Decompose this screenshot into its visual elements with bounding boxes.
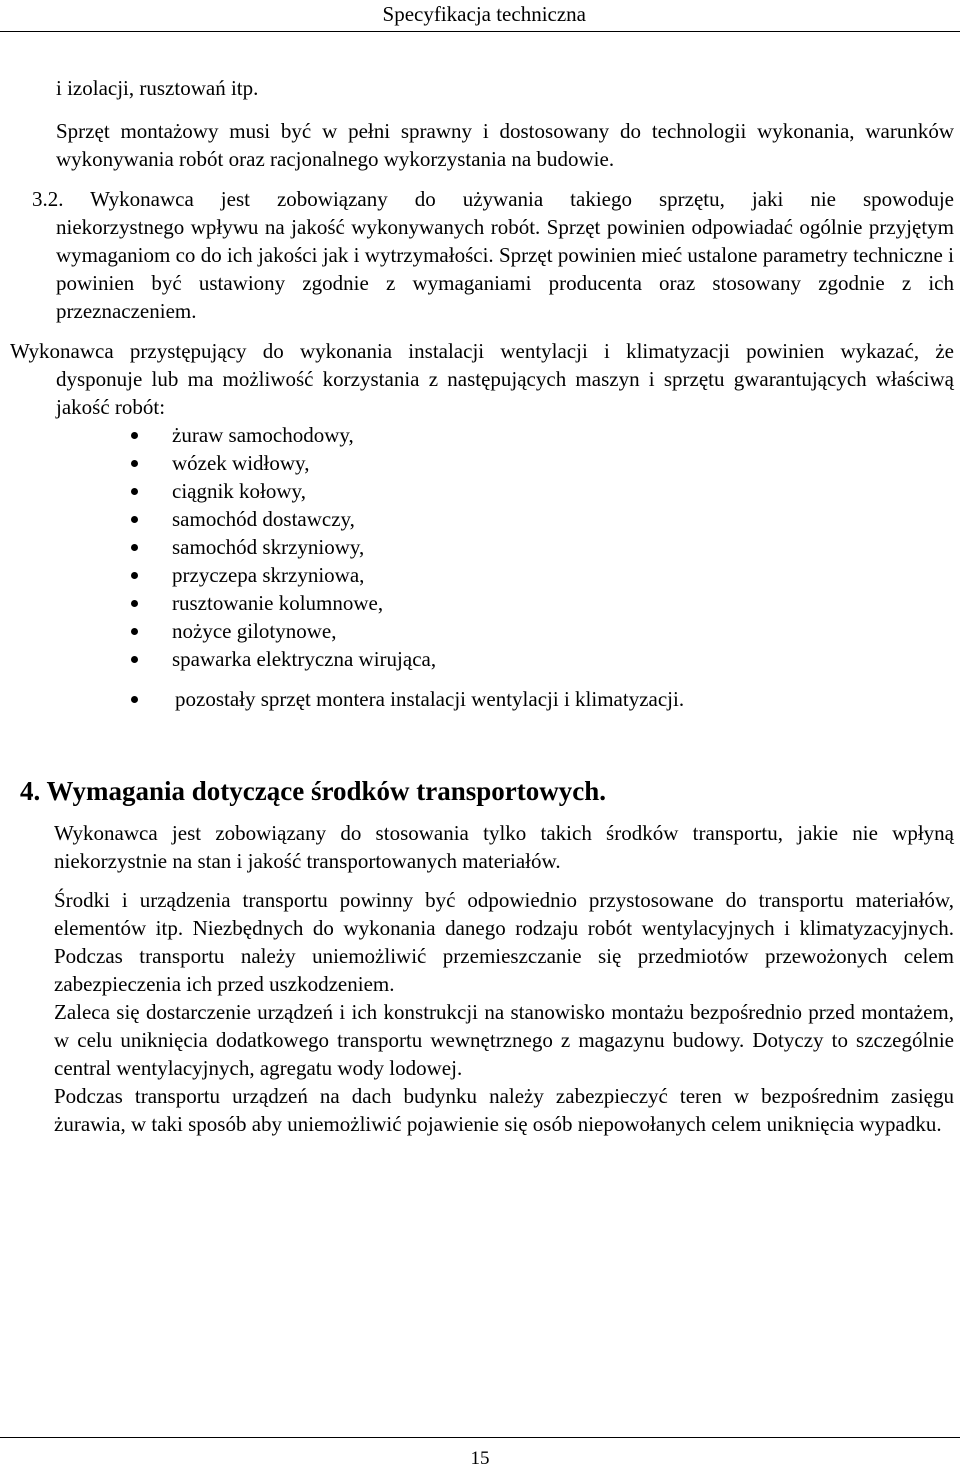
header-divider xyxy=(0,31,960,32)
bullet-icon xyxy=(131,460,138,467)
list-item-label: spawarka elektryczna wirująca, xyxy=(172,647,437,671)
page-header xyxy=(0,0,960,34)
page-number: 15 xyxy=(470,1448,490,1469)
paragraph-section4-2: Środki i urządzenia transportu powinny być odpowiednio przystosowane do transportu materiałów, elementów itp. Niezbędnych do wykonania danego rodzaju robót wentylacyjnych i klimatyzacyjnych. Podczas transportu należy uniemożliwić przemieszczanie się przedmiotów przewożonych celem zabezpieczenia ich przed uszkodzeniem. xyxy=(54,888,954,996)
paragraph-wykonawca-first-line: Wykonawca przystępujący do wykonania instalacji wentylacji i klimatyzacji powinien wykazać, że xyxy=(10,339,954,363)
list-item xyxy=(127,685,827,713)
equipment-list xyxy=(127,421,827,713)
list-item-label: przyczepa skrzyniowa, xyxy=(172,563,365,587)
bullet-icon xyxy=(131,516,138,523)
list-item xyxy=(127,505,827,533)
list-item-label: rusztowanie kolumnowe, xyxy=(172,591,384,615)
bullet-icon xyxy=(131,488,138,495)
list-item xyxy=(127,449,827,477)
bullet-icon xyxy=(131,600,138,607)
paragraph-3-2-first-line: 3.2. Wykonawca jest zobowiązany do używania takiego sprzętu, jaki nie spowoduje xyxy=(32,187,954,211)
paragraph-sprzet-montazowy: Sprzęt montażowy musi być w pełni sprawny i dostosowany do technologii wykonania, warunków wykonywania robót oraz racjonalnego wykorzystania na budowie. xyxy=(56,119,954,171)
list-item xyxy=(127,421,827,449)
document-title: Specyfikacja techniczna xyxy=(382,2,586,26)
bullet-icon xyxy=(131,432,138,439)
bullet-icon xyxy=(131,544,138,551)
paragraph-3-2-body: niekorzystnego wpływu na jakość wykonywanych robót. Sprzęt powinien odpowiadać ogólnie przyjętym wymaganiom co do ich jakości jak i wytrzymałości. Sprzęt powinien mieć ustalone parametry techniczne i powinien być ustawiony zgodnie z wymaganiami producenta oraz stosowany zgodnie z ich przeznaczeniem. xyxy=(56,215,954,323)
bullet-icon xyxy=(131,696,138,703)
list-item-label: samochód skrzyniowy, xyxy=(172,535,365,559)
list-item-label: samochód dostawczy, xyxy=(172,507,355,531)
list-item xyxy=(127,589,827,617)
list-item-label: wózek widłowy, xyxy=(172,451,310,475)
paragraph-section4-1: Wykonawca jest zobowiązany do stosowania tylko takich środków transportu, jakie nie wpłyną niekorzystnie na stan i jakość transportowanych materiałów. xyxy=(54,821,954,873)
paragraph-continuation: i izolacji, rusztowań itp. xyxy=(56,76,259,100)
bullet-icon xyxy=(131,656,138,663)
list-item xyxy=(127,561,827,589)
footer-divider xyxy=(0,1437,960,1438)
list-item-label: ciągnik kołowy, xyxy=(172,479,306,503)
paragraph-section4-3: Zaleca się dostarczenie urządzeń i ich konstrukcji na stanowisko montażu bezpośrednio przed montażem, w celu uniknięcia dodatkowego transportu wewnętrznego z magazynu budowy. Dotyczy to szczególnie central wentylacyjnych, agregatu wody lodowej. xyxy=(54,1000,954,1080)
list-item xyxy=(127,645,827,673)
list-item-label: żuraw samochodowy, xyxy=(172,423,354,447)
paragraph-section4-4: Podczas transportu urządzeń na dach budynku należy zabezpieczyć teren w bezpośrednim zasięgu żurawia, w taki sposób aby uniemożliwić pojawienie się osób niepowołanych celem uniknięcia wypadku. xyxy=(54,1084,954,1136)
bullet-icon xyxy=(131,572,138,579)
list-item-label: nożyce gilotynowe, xyxy=(172,619,337,643)
list-item-label: pozostały sprzęt montera instalacji wentylacji i klimatyzacji. xyxy=(175,687,685,711)
list-item xyxy=(127,477,827,505)
paragraph-wykonawca-body: dysponuje lub ma możliwość korzystania z następujących maszyn i sprzętu gwarantujących właściwą jakość robót: xyxy=(56,367,954,419)
list-item xyxy=(127,533,827,561)
list-item xyxy=(127,617,827,645)
section-heading: 4. Wymagania dotyczące środków transportowych. xyxy=(20,776,606,806)
bullet-icon xyxy=(131,628,138,635)
